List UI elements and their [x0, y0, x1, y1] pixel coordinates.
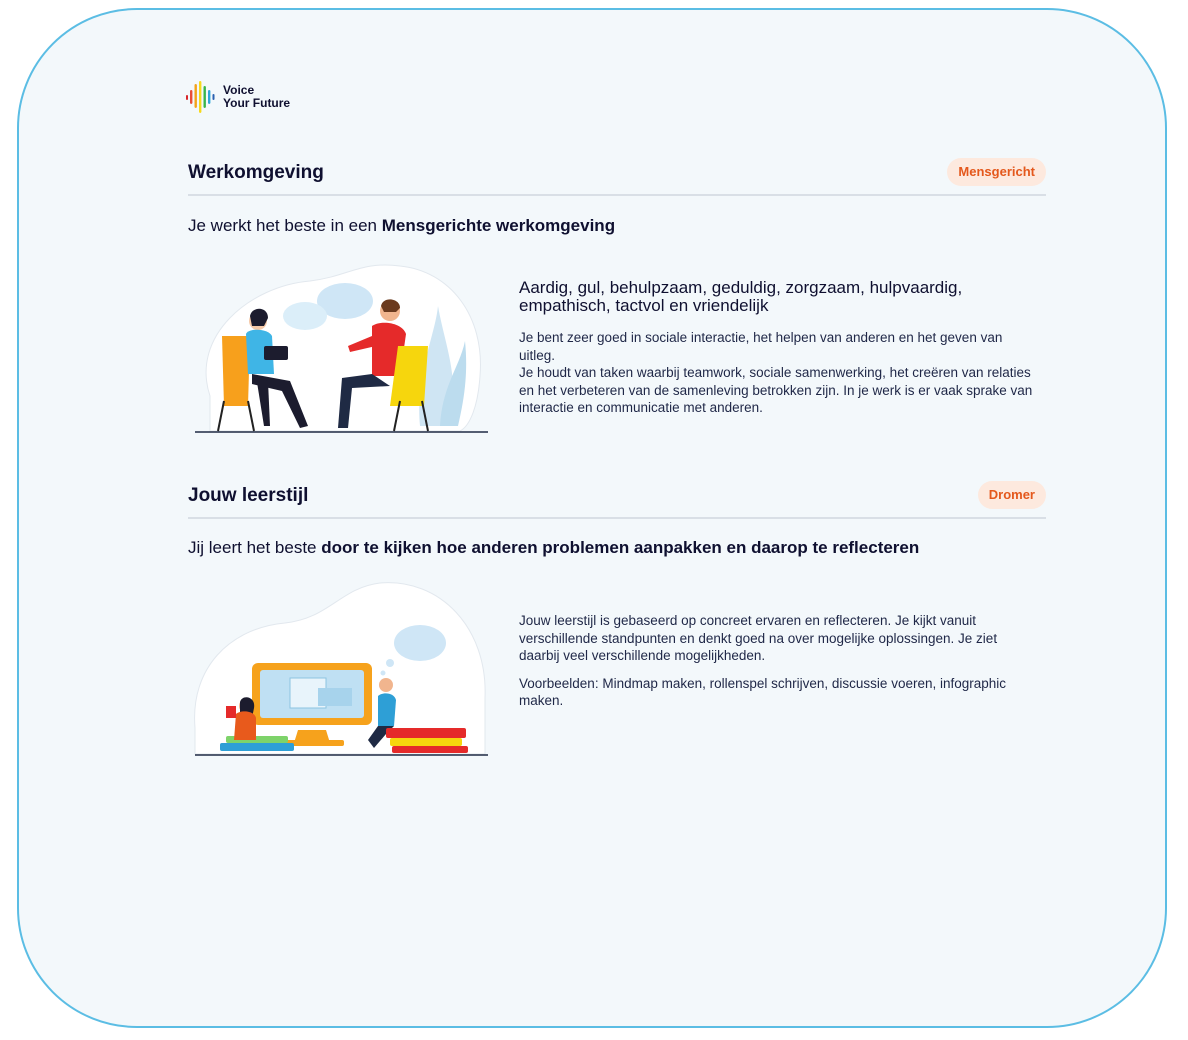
section-title: Jouw leerstijl — [188, 485, 309, 506]
lead-prefix: Jij leert het beste — [188, 538, 322, 557]
section-lead — [188, 216, 615, 236]
lead-prefix: Je werkt het beste in een — [188, 216, 382, 235]
app-logo[interactable] — [185, 80, 290, 114]
description-paragraph: Je bent zeer goed in sociale interactie, het helpen van anderen en het geven van uitleg. — [519, 330, 1003, 363]
section-header-leerstijl — [188, 479, 1046, 519]
section-divider — [188, 194, 1046, 196]
section-header-werkomgeving — [188, 156, 1046, 196]
description-paragraph: Jouw leerstijl is gebaseerd op concreet ervaren en reflecteren. Je kijkt vanuit verschillende standpunten en denkt goed na over mogelijke oplossingen. Je ziet daarbij veel verschillende mogelijkheden. — [519, 613, 998, 663]
traits-text: Aardig, gul, behulpzaam, geduldig, zorgzaam, hulpvaardig, empathisch, tactvol en vriendelijk — [519, 278, 963, 315]
lead-highlight: door te kijken hoe anderen problemen aanpakken en daarop te reflecteren — [321, 538, 920, 557]
section-text — [519, 612, 1039, 710]
section-divider — [188, 517, 1046, 519]
section-title: Werkomgeving — [188, 162, 324, 183]
section-text — [519, 279, 1039, 417]
learning-illustration — [190, 578, 490, 760]
section-lead — [188, 538, 919, 558]
conversation-illustration — [190, 256, 490, 436]
lead-highlight: Mensgerichte werkomgeving — [381, 216, 616, 235]
section-badge: Dromer — [978, 481, 1046, 509]
logo-text — [223, 84, 290, 110]
logo-line-2: Your Future — [223, 96, 291, 110]
logo-line-1: Voice — [223, 83, 255, 97]
description-paragraph: Je houdt van taken waarbij teamwork, sociale samenwerking, het creëren van relaties en het verbeteren van de samenleving betrokken zijn. In je werk is er vaak sprake van interactie en communicatie met anderen. — [519, 365, 1033, 415]
description-paragraph: Voorbeelden: Mindmap maken, rollenspel schrijven, discussie voeren, infographic maken. — [519, 675, 1007, 708]
voice-logo-icon — [185, 80, 217, 114]
section-badge: Mensgericht — [947, 158, 1046, 186]
